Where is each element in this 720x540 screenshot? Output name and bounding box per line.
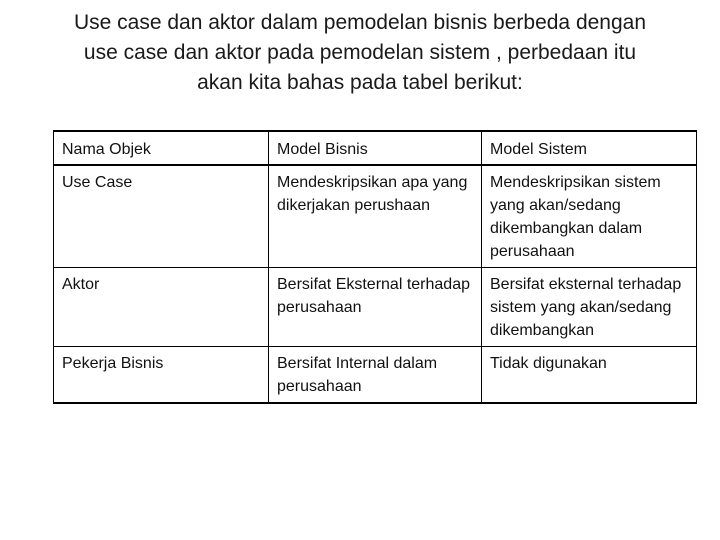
cell-business [269, 268, 482, 347]
cell-text: Use Case [62, 174, 133, 191]
table-header-row [54, 131, 697, 165]
slide-title [20, 8, 700, 98]
cell-system [482, 165, 697, 268]
cell-business [269, 347, 482, 404]
cell-object [54, 347, 269, 404]
title-line-1: Use case dan aktor dalam pemodelan bisnis berbeda dengan [73, 11, 647, 34]
cell-text: Mendeskripsikan apa yang dikerjakan perushaan [277, 174, 468, 214]
header-model-sistem: Model Sistem [482, 131, 697, 165]
table-row [54, 165, 697, 268]
title-line-2: use case dan aktor pada pemodelan sistem , perbedaan itu [83, 41, 637, 64]
cell-object [54, 268, 269, 347]
title-line-3: akan kita bahas pada tabel berikut: [197, 71, 523, 94]
header-nama-objek: Nama Objek [54, 131, 269, 165]
cell-text: Bersifat eksternal terhadap sistem yang akan/sedang dikembangkan [490, 276, 682, 339]
header-model-bisnis: Model Bisnis [269, 131, 482, 165]
table-row [54, 347, 697, 404]
cell-text: Bersifat Eksternal terhadap perusahaan [277, 276, 470, 316]
cell-text: Bersifat Internal dalam perusahaan [277, 355, 438, 395]
cell-text: Tidak digunakan [490, 355, 607, 372]
comparison-table-container [53, 130, 696, 404]
cell-text: Aktor [62, 276, 100, 293]
table-row [54, 268, 697, 347]
cell-system [482, 268, 697, 347]
cell-object [54, 165, 269, 268]
cell-business [269, 165, 482, 268]
cell-system [482, 347, 697, 404]
comparison-table [53, 130, 697, 404]
cell-text: Pekerja Bisnis [62, 355, 164, 372]
cell-text: Mendeskripsikan sistem yang akan/sedang dikembangkan dalam perusahaan [490, 174, 661, 260]
